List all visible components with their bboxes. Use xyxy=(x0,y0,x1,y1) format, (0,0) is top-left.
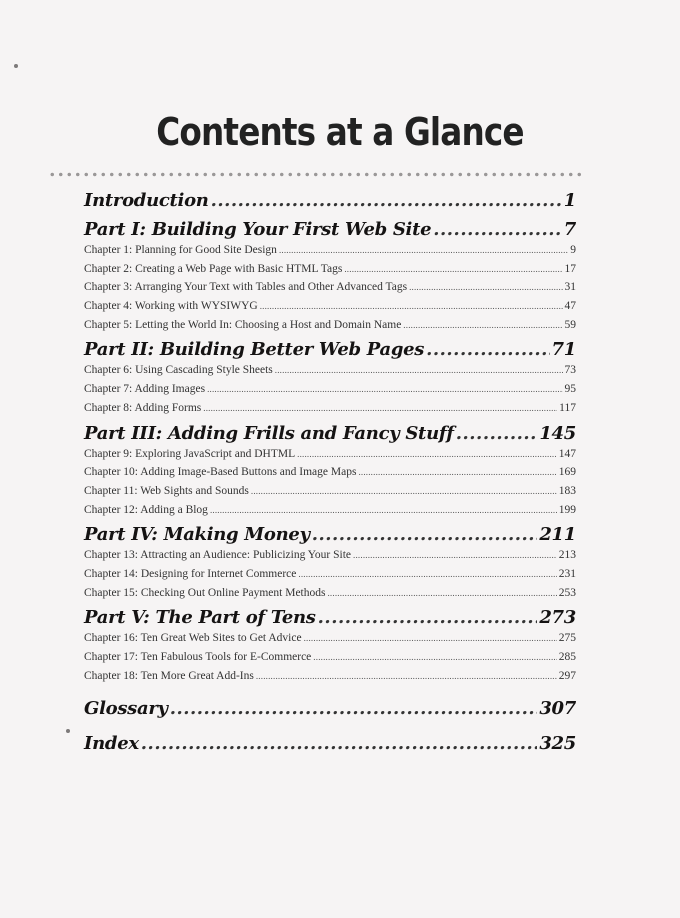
dot-leader xyxy=(260,301,563,311)
toc-chapter-label: Chapter 14: Designing for Internet Commerce xyxy=(84,567,297,580)
dot-leader xyxy=(344,264,562,274)
dot-leader xyxy=(353,550,557,560)
toc-chapter[interactable] xyxy=(84,651,576,670)
toc-chapter-label: Chapter 13: Attracting an Audience: Publicizing Your Site xyxy=(84,549,352,562)
toc-chapter-page: 253 xyxy=(558,586,576,599)
toc-chapter-page: 231 xyxy=(558,567,576,580)
dot-leader xyxy=(318,607,538,628)
table-of-contents xyxy=(84,190,576,758)
toc-part-label: Part V: The Part of Tens xyxy=(84,607,316,629)
toc-chapter-label: Chapter 8: Adding Forms xyxy=(84,401,202,414)
dot-leader xyxy=(327,588,556,598)
dot-leader xyxy=(403,320,562,330)
toc-part-label: Part IV: Making Money xyxy=(84,524,310,546)
toc-chapter-page: 285 xyxy=(558,651,576,663)
toc-chapter-label: Chapter 9: Exploring JavaScript and DHTML xyxy=(84,447,296,460)
toc-chapter-label: Chapter 11: Web Sights and Sounds xyxy=(84,484,249,497)
dot-leader xyxy=(141,733,538,754)
toc-part[interactable] xyxy=(84,219,576,244)
toc-part-page: 211 xyxy=(539,524,576,546)
toc-entry-label: Index xyxy=(84,733,139,755)
dot-leader xyxy=(210,505,557,515)
toc-chapter-label: Chapter 3: Arranging Your Text with Tables and Other Advanced Tags xyxy=(84,281,408,294)
toc-chapter-label: Chapter 10: Adding Image-Based Buttons and Image Maps xyxy=(84,466,357,479)
toc-chapter[interactable] xyxy=(84,568,576,587)
toc-chapter-page: 169 xyxy=(558,466,576,479)
toc-chapter[interactable] xyxy=(84,632,576,651)
toc-entry-page: 307 xyxy=(539,698,576,720)
toc-chapter[interactable] xyxy=(84,670,576,689)
toc-chapter[interactable] xyxy=(84,300,576,319)
toc-entry-label: Introduction xyxy=(84,190,209,211)
dot-leader xyxy=(170,698,538,719)
toc-part-label: Part II: Building Better Web Pages xyxy=(84,339,425,361)
dotted-divider xyxy=(48,172,582,177)
dot-leader xyxy=(358,467,556,477)
dot-leader xyxy=(251,486,557,496)
toc-chapter[interactable] xyxy=(84,364,576,383)
dot-leader xyxy=(433,219,562,240)
dot-leader xyxy=(298,569,556,579)
toc-chapter-label: Chapter 12: Adding a Blog xyxy=(84,503,208,516)
toc-chapter-page: 31 xyxy=(564,281,576,294)
dot-leader xyxy=(256,671,557,681)
toc-chapter-page: 95 xyxy=(564,383,576,396)
toc-part[interactable] xyxy=(84,524,576,549)
dot-leader xyxy=(203,403,557,413)
toc-chapter-page: 59 xyxy=(564,318,576,331)
toc-chapter-page: 199 xyxy=(558,503,576,516)
toc-chapter[interactable] xyxy=(84,383,576,402)
toc-chapter-page: 183 xyxy=(558,484,576,497)
toc-entry-page: 1 xyxy=(563,190,576,211)
toc-part-label: Part III: Adding Frills and Fancy Stuff xyxy=(84,422,454,444)
toc-part[interactable] xyxy=(84,607,576,632)
toc-entry-page: 325 xyxy=(539,733,576,755)
toc-chapter-label: Chapter 2: Creating a Web Page with Basic HTML Tags xyxy=(84,262,343,275)
toc-part-page: 273 xyxy=(539,607,576,629)
toc-chapter[interactable] xyxy=(84,402,576,421)
stray-mark xyxy=(66,729,70,733)
toc-chapter[interactable] xyxy=(84,281,576,300)
toc-chapter-page: 117 xyxy=(559,401,576,414)
dot-leader xyxy=(297,449,557,459)
toc-part[interactable] xyxy=(84,423,576,448)
dot-leader xyxy=(304,633,557,643)
dot-leader xyxy=(275,365,563,375)
toc-part-label: Part I: Building Your First Web Site xyxy=(84,219,432,240)
toc-chapter-label: Chapter 17: Ten Fabulous Tools for E-Commerce xyxy=(84,651,312,663)
toc-chapter-label: Chapter 6: Using Cascading Style Sheets xyxy=(84,364,273,377)
toc-chapter-label: Chapter 18: Ten More Great Add-Ins xyxy=(84,669,254,682)
toc-chapter-page: 275 xyxy=(558,632,576,645)
toc-chapter[interactable] xyxy=(84,485,576,504)
toc-part-page: 7 xyxy=(563,219,576,240)
toc-chapter-label: Chapter 15: Checking Out Online Payment Methods xyxy=(84,586,326,599)
toc-introduction[interactable] xyxy=(84,190,576,215)
dot-leader xyxy=(456,423,538,444)
toc-chapter-page: 297 xyxy=(558,669,576,682)
toc-chapter-label: Chapter 1: Planning for Good Site Design xyxy=(84,244,277,256)
toc-part[interactable] xyxy=(84,339,576,364)
toc-chapter-page: 9 xyxy=(570,244,576,256)
toc-index[interactable] xyxy=(84,733,576,758)
toc-chapter-label: Chapter 16: Ten Great Web Sites to Get Advice xyxy=(84,632,302,645)
toc-chapter-page: 17 xyxy=(564,262,576,275)
page-title: Contents at a Glance xyxy=(156,110,524,154)
toc-chapter[interactable] xyxy=(84,263,576,282)
dot-leader xyxy=(312,524,538,545)
toc-chapter[interactable] xyxy=(84,587,576,606)
dot-leader xyxy=(211,190,562,211)
toc-chapter-label: Chapter 4: Working with WYSIWYG xyxy=(84,300,258,313)
toc-entry-label: Glossary xyxy=(84,698,168,720)
toc-chapter[interactable] xyxy=(84,319,576,338)
dot-leader xyxy=(279,245,568,255)
toc-chapter[interactable] xyxy=(84,549,576,568)
toc-part-page: 145 xyxy=(539,422,576,444)
toc-chapter[interactable] xyxy=(84,504,576,523)
toc-chapter[interactable] xyxy=(84,448,576,467)
toc-glossary[interactable] xyxy=(84,698,576,723)
toc-chapter-page: 147 xyxy=(558,447,576,460)
toc-chapter-label: Chapter 7: Adding Images xyxy=(84,383,206,396)
toc-chapter-page: 213 xyxy=(558,549,576,562)
toc-chapter-label: Chapter 5: Letting the World In: Choosing a Host and Domain Name xyxy=(84,318,402,331)
dot-leader xyxy=(409,282,562,292)
dot-leader xyxy=(207,384,562,394)
toc-chapter[interactable] xyxy=(84,244,576,263)
dot-leader xyxy=(313,652,556,662)
toc-part-page: 71 xyxy=(551,339,576,361)
stray-mark xyxy=(14,64,18,68)
toc-chapter-page: 73 xyxy=(564,364,576,377)
dot-leader xyxy=(426,339,549,360)
toc-chapter[interactable] xyxy=(84,466,576,485)
toc-chapter-page: 47 xyxy=(564,300,576,313)
